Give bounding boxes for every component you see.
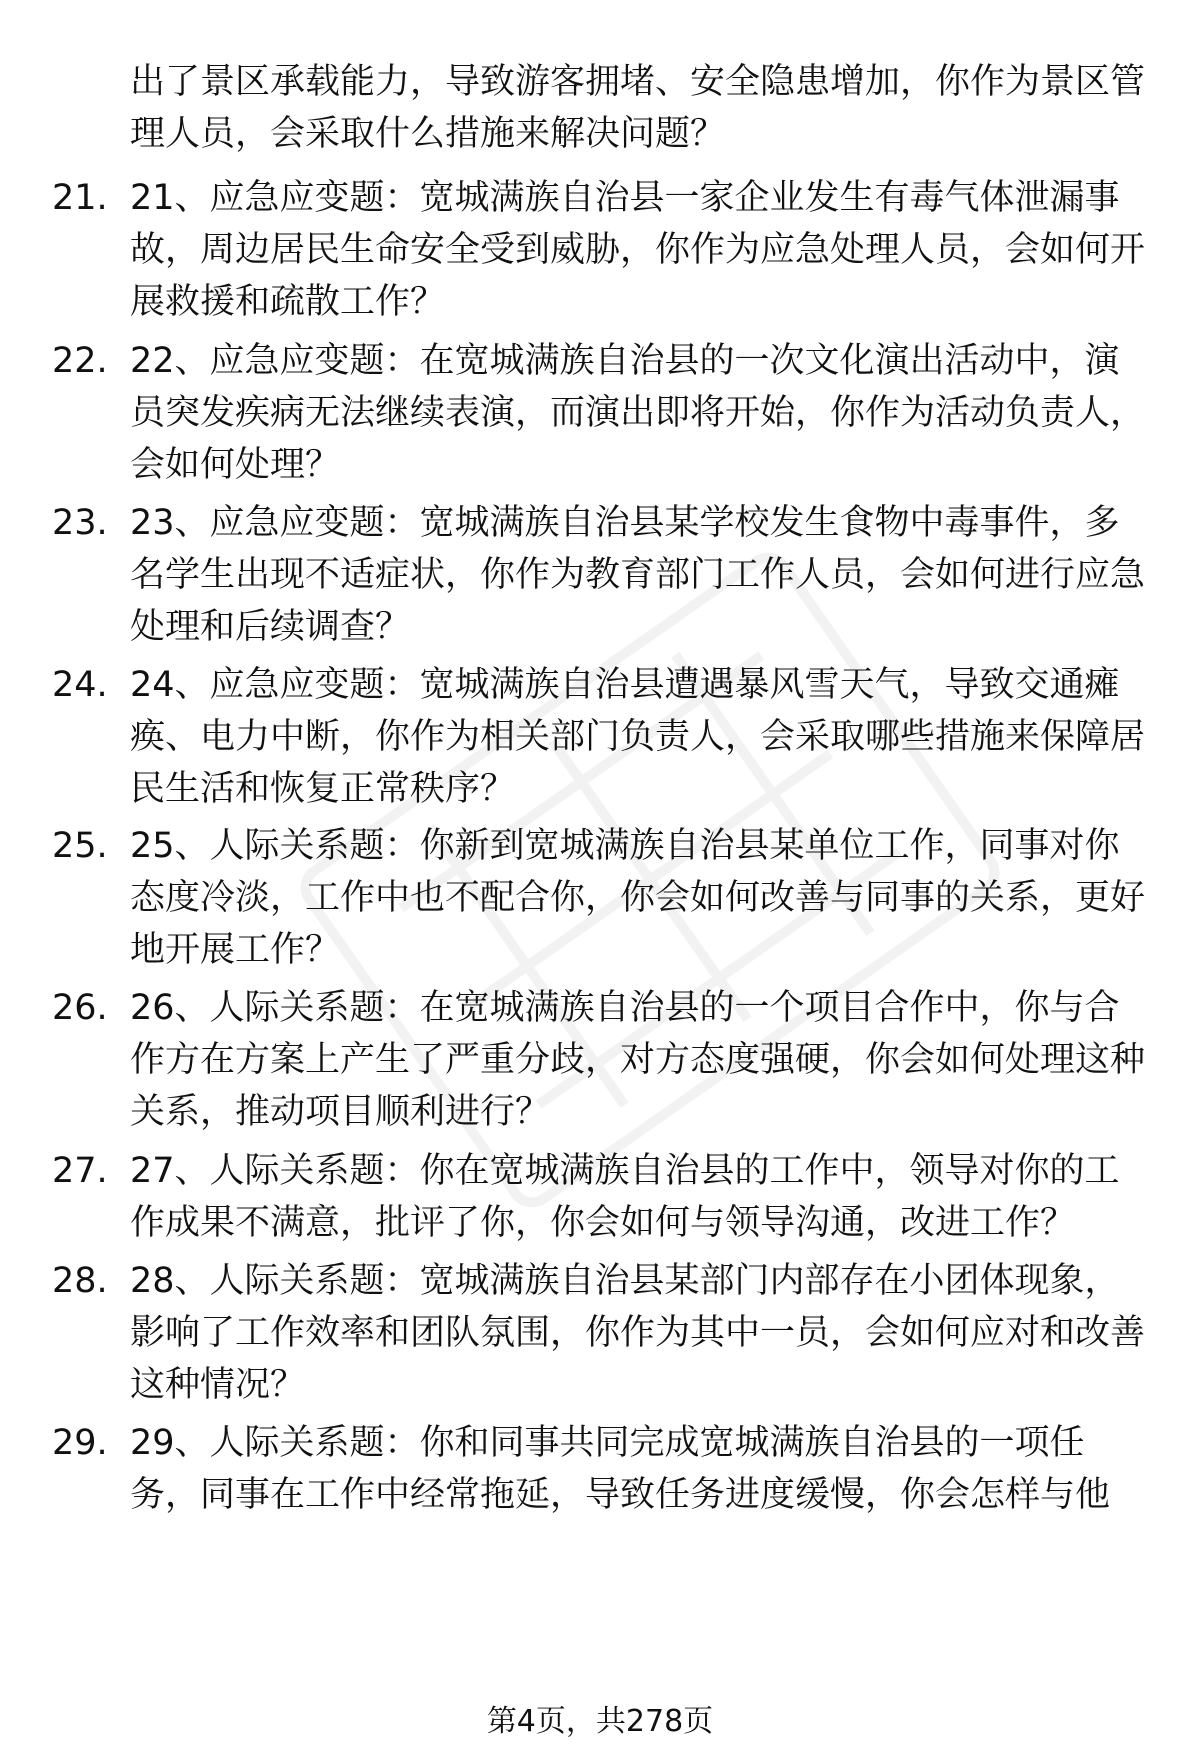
question-number: 21. — [52, 178, 108, 218]
question-number: 22. — [52, 341, 108, 381]
page-footer: 第4页，共278页 — [486, 1704, 714, 1739]
question-text: 22、应急应变题：在宽城满族自治县的一次文化演出活动中，演员突发疾病无法继续表演，而演出即将开始，你作为活动负责人，会如何处理？ — [130, 341, 1146, 485]
question-text: 21、应急应变题：宽城满族自治县一家企业发生有毒气体泄漏事故，周边居民生命安全受到威胁，你作为应急处理人员，会如何开展救援和疏散工作？ — [130, 178, 1146, 322]
question-text: 29、人际关系题：你和同事共同完成宽城满族自治县的一项任务，同事在工作中经常拖延，导致任务进度缓慢，你会怎样与他 — [130, 1423, 1111, 1515]
question-number: 27. — [52, 1151, 108, 1191]
question-text: 28、人际关系题：宽城满族自治县某部门内部存在小团体现象，影响了工作效率和团队氛围，你作为其中一员，会如何应对和改善这种情况？ — [130, 1261, 1146, 1405]
question-number: 24. — [52, 665, 108, 705]
question-number: 23. — [52, 503, 108, 543]
question-text: 27、人际关系题：你在宽城满族自治县的工作中，领导对你的工作成果不满意，批评了你，你会如何与领导沟通，改进工作？ — [130, 1151, 1120, 1243]
question-text: 25、人际关系题：你新到宽城满族自治县某单位工作，同事对你态度冷淡，工作中也不配合你，你会如何改善与同事的关系，更好地开展工作？ — [130, 826, 1146, 970]
question-number: 25. — [52, 826, 108, 866]
question-number: 28. — [52, 1261, 108, 1301]
question-text: 26、人际关系题：在宽城满族自治县的一个项目合作中，你与合作方在方案上产生了严重分歧，对方态度强硬，你会如何处理这种关系，推动项目顺利进行？ — [130, 988, 1146, 1132]
question-text: 23、应急应变题：宽城满族自治县某学校发生食物中毒事件，多名学生出现不适症状，你作为教育部门工作人员，会如何进行应急处理和后续调查？ — [130, 503, 1146, 647]
question-number: 26. — [52, 988, 108, 1028]
question-number: 29. — [52, 1423, 108, 1463]
continuation-text: 出了景区承载能力，导致游客拥堵、安全隐患增加，你作为景区管理人员，会采取什么措施来解决问题？ — [130, 62, 1146, 154]
question-text: 24、应急应变题：宽城满族自治县遭遇暴风雪天气，导致交通瘫痪、电力中断，你作为相关部门负责人，会采取哪些措施来保障居民生活和恢复正常秩序？ — [130, 665, 1146, 809]
